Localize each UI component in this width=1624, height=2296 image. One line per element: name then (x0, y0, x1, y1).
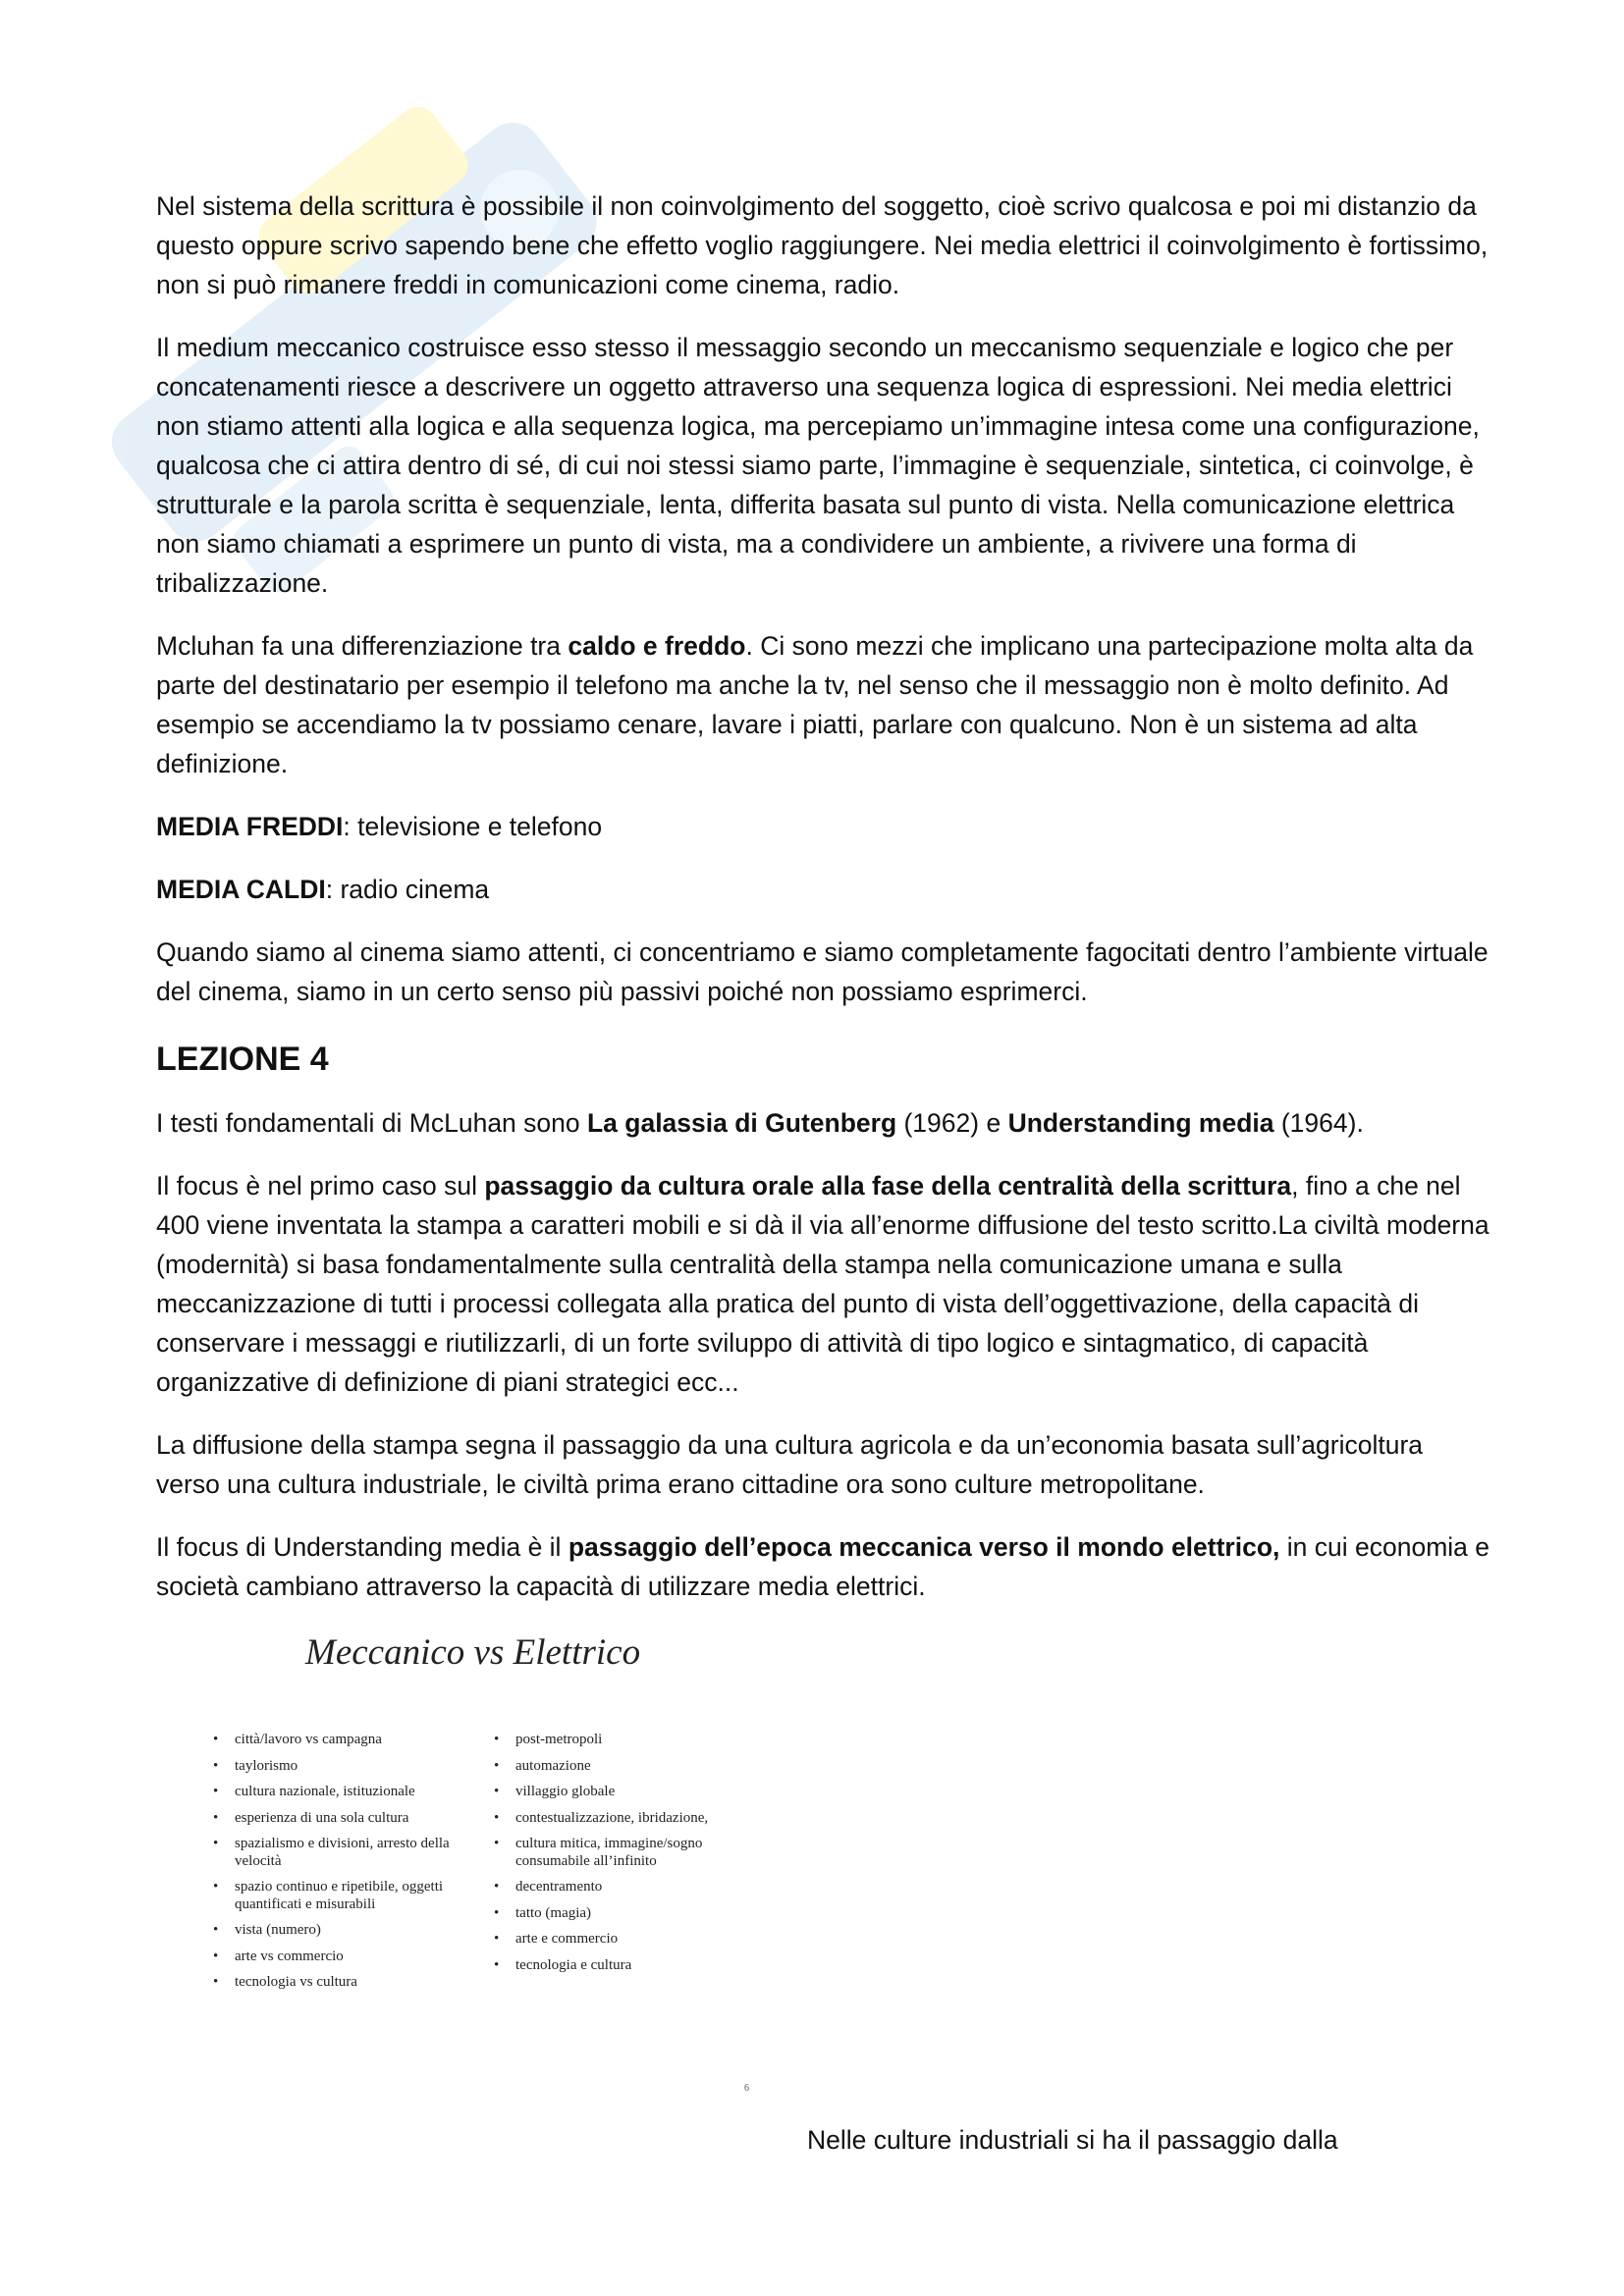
list-item: • tecnologia e cultura (494, 1956, 632, 1973)
list-item: • cultura mitica, immagine/sogno consumabile all’infinito (494, 1836, 703, 1869)
list-item: • contestualizzazione, ibridazione, (494, 1809, 709, 1826)
slide-page-number: 6 (744, 2083, 749, 2094)
paragraph-4: Quando siamo al cinema siamo attenti, ci concentriamo e siamo completamente fagocitati dentro l’ambiente virtuale del cinema, siamo in un certo senso più passivi poiché non possiamo esprimerci. (156, 937, 1489, 1006)
list-item: • villaggio globale (494, 1784, 616, 1799)
slide-right-list (494, 1732, 759, 1983)
list-item: • arte vs commercio (213, 1948, 344, 1964)
document-body (156, 187, 1491, 2094)
paragraph-5: I testi fondamentali di McLuhan sono La galassia di Gutenberg (1962) e Understanding media (1964). (156, 1108, 1364, 1138)
section-heading: LEZIONE 4 (156, 1041, 329, 1078)
list-item: • spazialismo e divisioni, arresto della velocità (213, 1836, 450, 1869)
media-caldi-line: MEDIA CALDI: radio cinema (156, 875, 490, 904)
paragraph-6: Il focus è nel primo caso sul passaggio da cultura orale alla fase della centralità della scrittura, fino a che nel 400 viene inventata la stampa a caratteri mobili e si dà il via all’enorme diffusione del testo scritto.La civiltà moderna (modernità) si basa fondamentalmente sulla centralità della stampa nella comunicazione umana e sulla meccanizzazione di tutti i processi collegata alla pratica del punto di vista dell’oggettivazione, della capacità di conservare i messaggi e riutilizzarli, di un forte sviluppo di attività di tipo logico e sintagmatico, di capacità organizzative di definizione di piani strategici ecc... (156, 1171, 1489, 1397)
paragraph-3: Mcluhan fa una differenziazione tra caldo e freddo. Ci sono mezzi che implicano una partecipazione molta alta da parte del destinatario per esempio il telefono ma anche la tv, nel senso che il messaggio non è molto definito. Ad esempio se accendiamo la tv possiamo cenare, lavare i piatti, parlare con qualcuno. Non è un sistema ad alta definizione. (156, 631, 1474, 778)
paragraph-1: Nel sistema della scrittura è possibile il non coinvolgimento del soggetto, cioè scrivo qualcosa e poi mi distanzio da questo oppure scrivo sapendo bene che effetto voglio raggiungere. Nei media elettrici il coinvolgimento è fortissimo, non si può rimanere freddi in comunicazioni come cinema, radio. (156, 191, 1489, 299)
list-item: • taylorismo (213, 1757, 298, 1774)
paragraph-8: Il focus di Understanding media è il passaggio dell’epoca meccanica verso il mondo elettrico, in cui economia e società cambiano attraverso la capacità di utilizzare media elettrici. (156, 1532, 1489, 1601)
slide-title: Meccanico vs Elettrico (305, 1632, 641, 1673)
list-item: • cultura nazionale, istituzionale (213, 1784, 415, 1799)
list-item: • tecnologia vs cultura (213, 1974, 357, 1990)
list-item: • vista (numero) (213, 1922, 321, 1938)
paragraph-2: Il medium meccanico costruisce esso stesso il messaggio secondo un meccanismo sequenziale e logico che per concatenamenti riesce a descrivere un oggetto attraverso una sequenza logica di espressioni. Nei media elettrici non stiamo attenti alla logica e alla sequenza logica, ma percepiamo un’immagine intesa come una configurazione, qualcosa che ci attira dentro di sé, di cui noi stessi siamo parte, l’immagine è sequenziale, sintetica, ci coinvolge, è strutturale e la parola scritta è sequenziale, lenta, differita basata sul punto di vista. Nella comunicazione elettrica non siamo chiamati a esprimere un punto di vista, ma a condividere un ambiente, a rivivere una forma di tribalizzazione. (156, 333, 1480, 598)
list-item: • tatto (magia) (494, 1904, 592, 1921)
list-item: • spazio continuo e ripetibile, oggetti quantificati e misurabili (213, 1879, 444, 1912)
slide-left-list (213, 1732, 478, 2001)
embedded-slide (156, 1631, 1491, 2094)
media-freddi-line: MEDIA FREDDI: televisione e telefono (156, 812, 603, 841)
list-item: • automazione (494, 1757, 591, 1774)
list-item: • post-metropoli (494, 1732, 603, 1747)
list-item: • arte e commercio (494, 1931, 619, 1947)
trailing-sentence: Nelle culture industriali si ha il passaggio dalla (807, 2125, 1338, 2155)
list-item: • decentramento (494, 1879, 603, 1895)
paragraph-7: La diffusione della stampa segna il passaggio da una cultura agricola e da un’economia basata sull’agricoltura verso una cultura industriale, le civiltà prima erano cittadine ora sono culture metropolitane. (156, 1430, 1424, 1499)
list-item: • esperienza di una sola cultura (213, 1809, 409, 1826)
list-item: • città/lavoro vs campagna (213, 1732, 382, 1747)
